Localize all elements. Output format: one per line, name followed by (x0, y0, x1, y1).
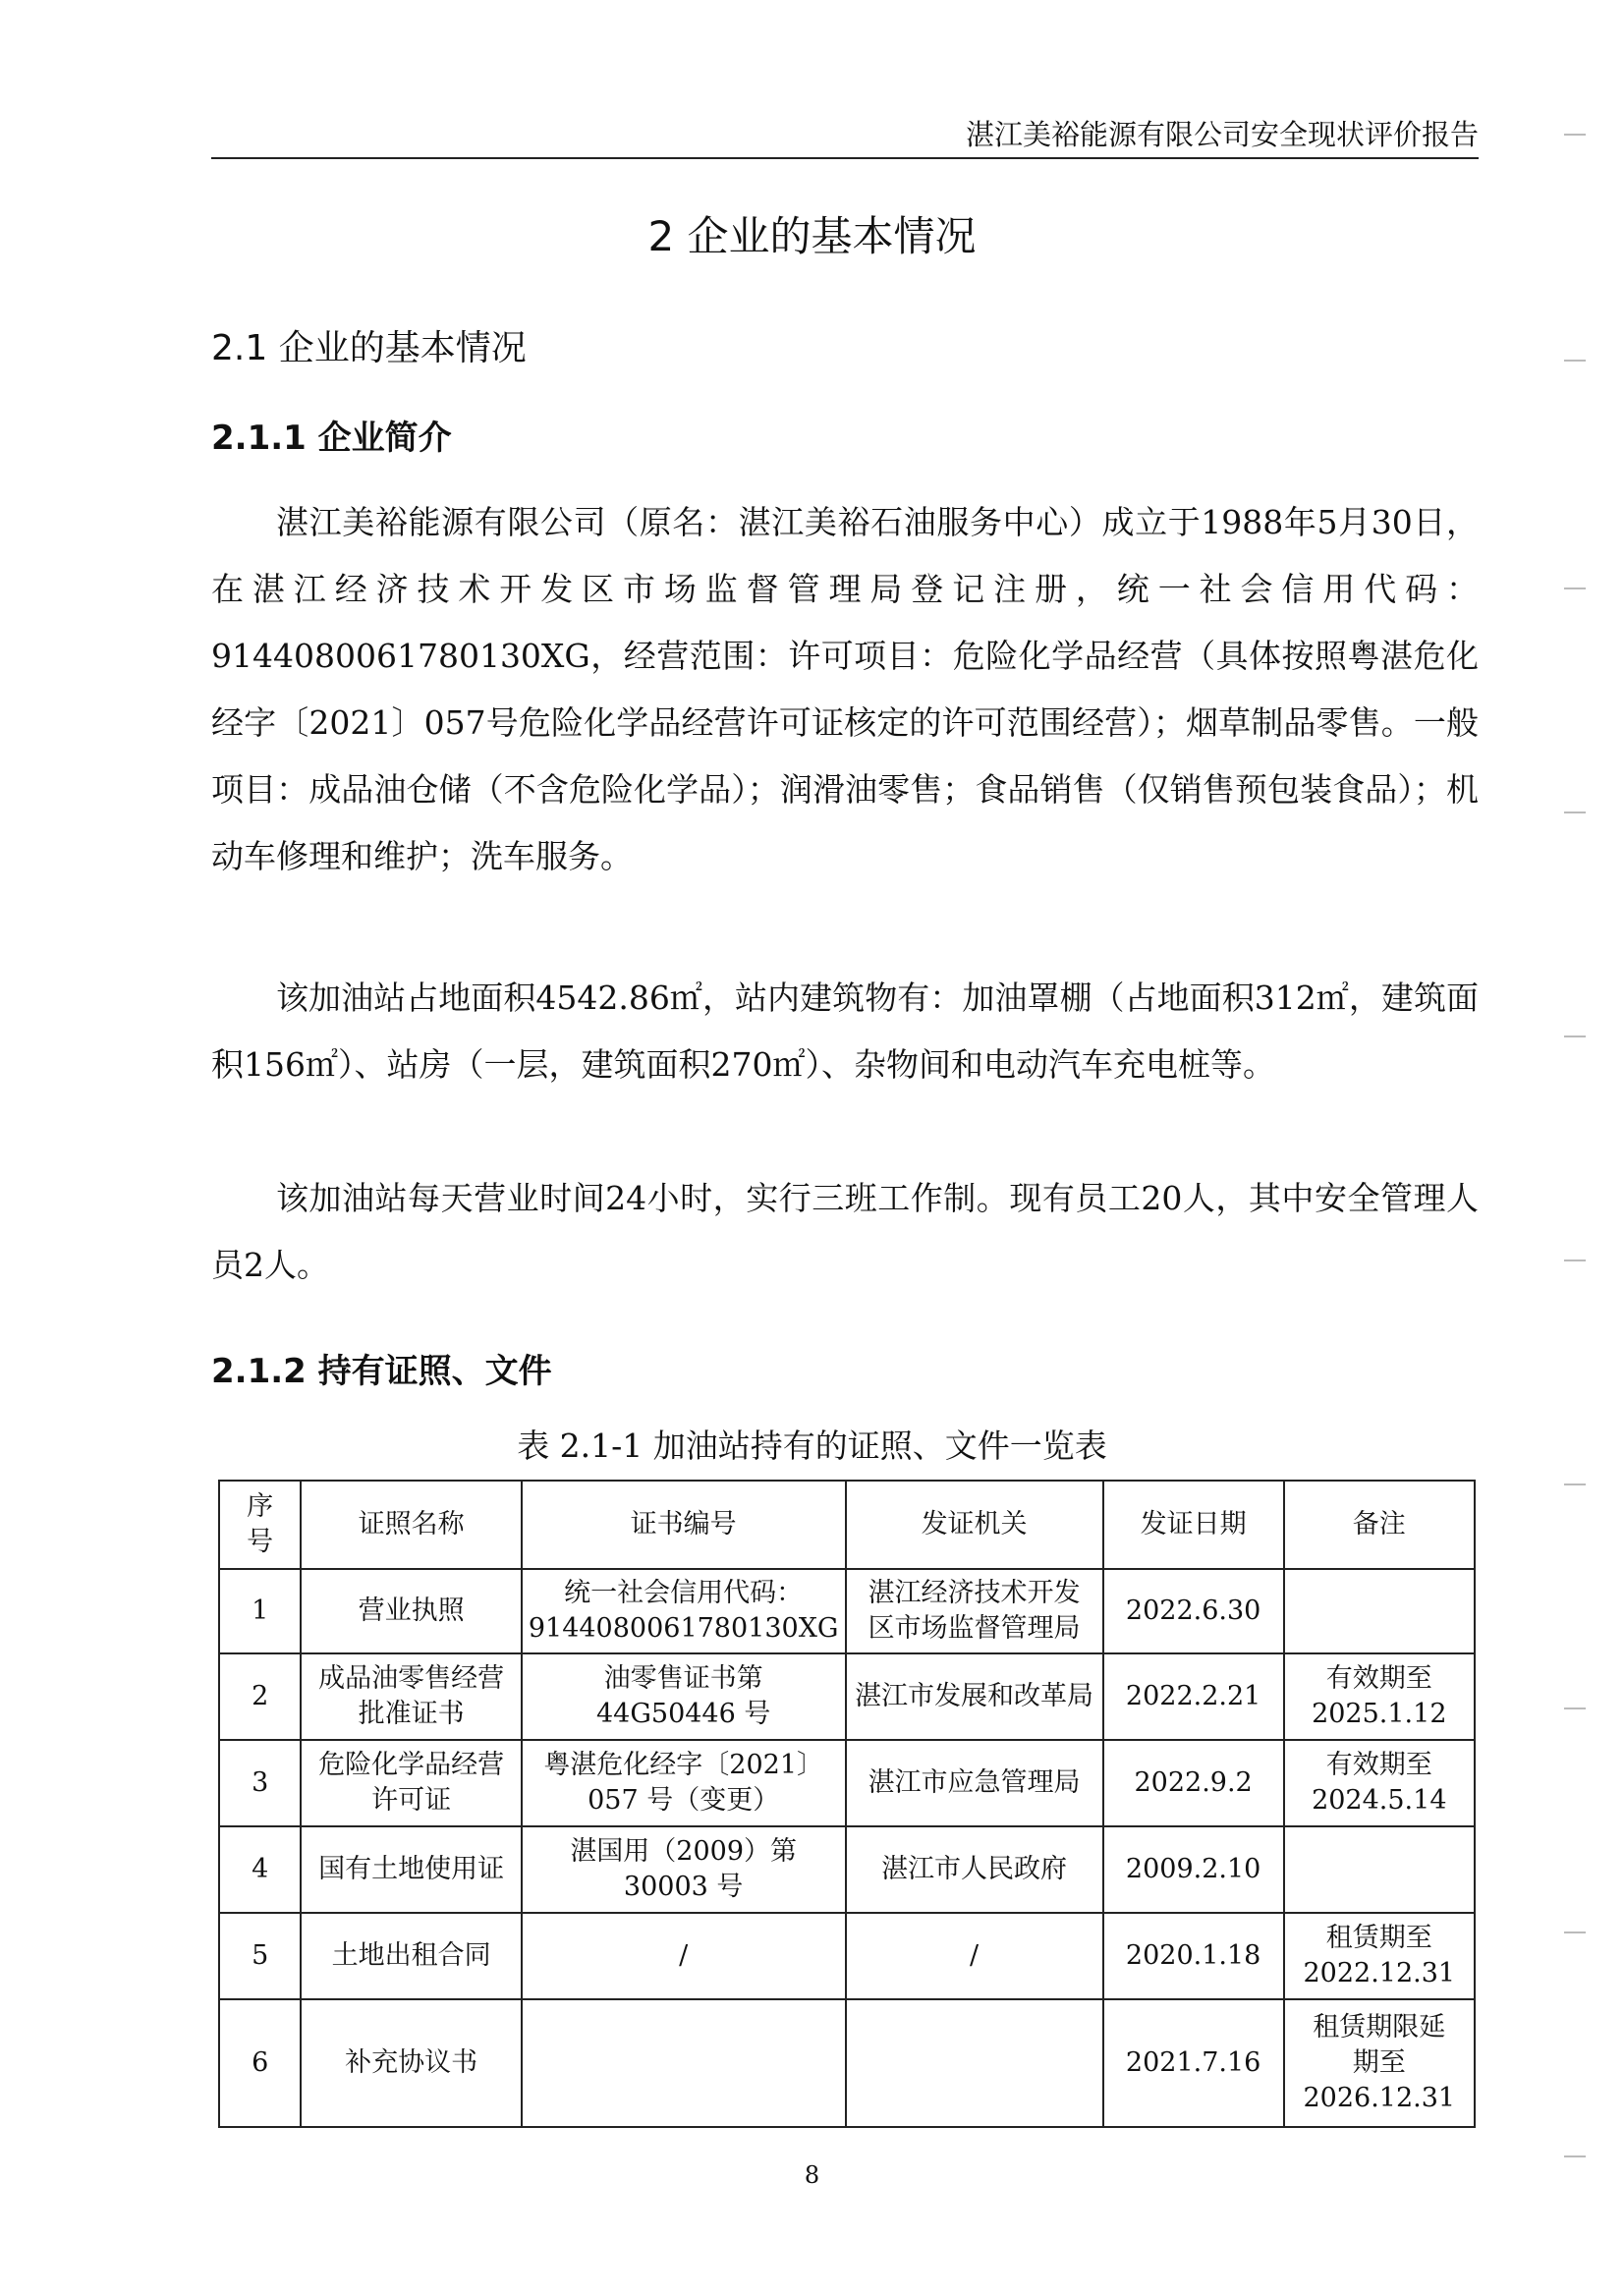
binding-edge-mark (1564, 1931, 1586, 1933)
chapter-title: 2 企业的基本情况 (647, 212, 977, 260)
binding-edge-mark (1564, 812, 1586, 813)
binding-edge-mark (1564, 1483, 1586, 1485)
paragraph-company-intro: 湛江美裕能源有限公司（原名：湛江美裕石油服务中心）成立于1988年5月30日，在湛江经济技术开发区市场监督管理局登记注册，统一社会信用代码：9144080061780130XG，经营范围：许可项目：危险化学品经营（具体按照粤湛危化经字〔2021〕057号危险化学品经营许可证核定的许可范围经营）；烟草制品零售。一般项目：成品油仓储（不含危险化学品）；润滑油零售；食品销售（仅销售预包装食品）；机动车修理和维护；洗车服务。 (211, 503, 1479, 875)
cell-date: 2021.7.16 (1103, 1999, 1284, 2127)
binding-edge-mark (1564, 2155, 1586, 2157)
header-cell-authority: 发证机关 (846, 1481, 1103, 1569)
header-cell-index: 序 号 (219, 1481, 301, 1569)
cell-name: 土地出租合同 (301, 1913, 522, 1999)
cell-date: 2020.1.18 (1103, 1913, 1284, 1999)
cell-number (522, 1999, 846, 2127)
table-row (219, 1569, 1475, 1653)
header-cell-name: 证照名称 (301, 1481, 522, 1569)
cell-index: 4 (219, 1826, 301, 1913)
cell-remark: 租赁期限延 期至 2026.12.31 (1284, 1999, 1475, 2127)
table-row (219, 1826, 1475, 1913)
header-cell-date: 发证日期 (1103, 1481, 1284, 1569)
paragraph-site-area: 该加油站占地面积4542.86㎡，站内建筑物有：加油罩棚（占地面积312㎡，建筑面积156㎡）、站房（一层，建筑面积270㎡）、杂物间和电动汽车充电桩等。 (211, 979, 1479, 1084)
cell-authority: 湛江市应急管理局 (846, 1740, 1103, 1826)
cell-name: 营业执照 (301, 1569, 522, 1653)
table-row (219, 1999, 1475, 2127)
table-header-row (219, 1481, 1475, 1569)
cell-authority: 湛江市发展和改革局 (846, 1653, 1103, 1740)
cell-index: 5 (219, 1913, 301, 1999)
table-caption: 表 2.1-1 加油站持有的证照、文件一览表 (517, 1427, 1107, 1465)
binding-edge-mark (1564, 1707, 1586, 1709)
cell-authority: 湛江经济技术开发 区市场监督管理局 (846, 1569, 1103, 1653)
binding-edge-mark (1564, 1036, 1586, 1037)
cell-remark: 有效期至 2025.1.12 (1284, 1653, 1475, 1740)
table-row (219, 1740, 1475, 1826)
cell-index: 2 (219, 1653, 301, 1740)
cell-date: 2022.9.2 (1103, 1740, 1284, 1826)
cell-remark (1284, 1826, 1475, 1913)
cell-number: 统一社会信用代码： 9144080061780130XG (522, 1569, 846, 1653)
cell-remark (1284, 1569, 1475, 1653)
cell-number: 粤湛危化经字〔2021〕 057 号（变更） (522, 1740, 846, 1826)
table-row (219, 1653, 1475, 1740)
cell-index: 1 (219, 1569, 301, 1653)
binding-edge-mark (1564, 134, 1586, 136)
cell-name: 危险化学品经营 许可证 (301, 1740, 522, 1826)
section-heading-2-1-1: 2.1.1 企业简介 (211, 419, 452, 458)
header-cell-remark: 备注 (1284, 1481, 1475, 1569)
binding-edge-mark (1564, 1259, 1586, 1261)
section-heading-2-1: 2.1 企业的基本情况 (211, 328, 527, 368)
table-row (219, 1913, 1475, 1999)
cell-authority: 湛江市人民政府 (846, 1826, 1103, 1913)
cell-number: 油零售证书第 44G50446 号 (522, 1653, 846, 1740)
cell-index: 6 (219, 1999, 301, 2127)
cell-remark: 租赁期至 2022.12.31 (1284, 1913, 1475, 1999)
cell-index: 3 (219, 1740, 301, 1826)
binding-edge-mark (1564, 360, 1586, 362)
page-number: 8 (804, 2161, 820, 2189)
cell-authority (846, 1999, 1103, 2127)
cell-date: 2022.6.30 (1103, 1569, 1284, 1653)
cell-name: 成品油零售经营 批准证书 (301, 1653, 522, 1740)
section-heading-2-1-2: 2.1.2 持有证照、文件 (211, 1352, 552, 1391)
paragraph-operating-hours: 该加油站每天营业时间24小时，实行三班工作制。现有员工20人，其中安全管理人员2人。 (211, 1179, 1479, 1284)
header-cell-number: 证书编号 (522, 1481, 846, 1569)
header-title: 湛江美裕能源有限公司安全现状评价报告 (965, 118, 1479, 151)
certificates-table (218, 1480, 1476, 2128)
cell-authority: / (846, 1913, 1103, 1999)
cell-number: / (522, 1913, 846, 1999)
cell-date: 2009.2.10 (1103, 1826, 1284, 1913)
running-header (211, 116, 1479, 159)
cell-number: 湛国用（2009）第 30003 号 (522, 1826, 846, 1913)
binding-edge-mark (1564, 588, 1586, 589)
cell-name: 补充协议书 (301, 1999, 522, 2127)
cell-date: 2022.2.21 (1103, 1653, 1284, 1740)
cell-remark: 有效期至 2024.5.14 (1284, 1740, 1475, 1826)
cell-name: 国有土地使用证 (301, 1826, 522, 1913)
